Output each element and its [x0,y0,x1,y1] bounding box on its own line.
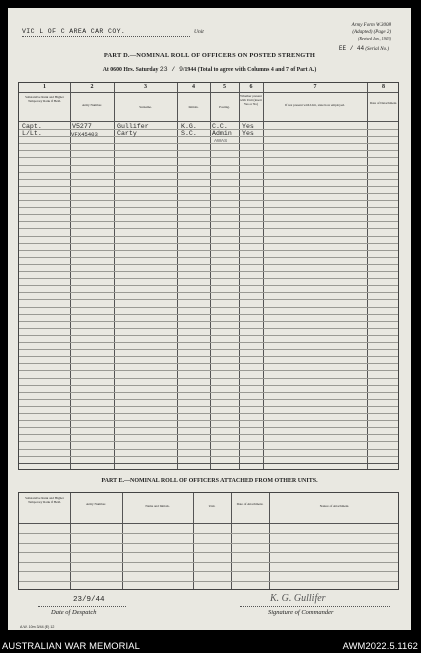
column-number: 7 [313,84,317,90]
row-rule [19,335,398,336]
column-divider [122,493,123,589]
cell-army-number: V5277 [72,123,92,130]
row-rule [19,236,398,237]
row-rule [19,271,398,272]
header-rule [19,121,398,122]
column-number: 4 [192,84,195,90]
column-header-initials: Initials. [188,105,199,109]
unit-rule [22,36,190,37]
header-rule [19,523,398,524]
column-header-surname: Surname. [139,105,152,109]
print-code: A.W. 10m 3/44 (E) 12 [20,625,55,629]
row-rule [19,349,398,350]
row-rule [19,399,398,400]
cell-posting: Admin [212,130,232,137]
column-number: 1 [43,84,46,90]
part-d-table [18,82,399,470]
column-number: 6 [249,84,253,90]
row-rule [19,186,398,187]
row-rule [19,581,398,582]
row-rule [19,392,398,393]
unit-label: Unit [194,29,204,35]
row-rule [19,143,398,144]
column-number: 8 [382,84,385,90]
row-rule [19,552,398,553]
row-rule [19,406,398,407]
column-divider [70,83,71,469]
column-divider [239,83,240,469]
row-rule [19,264,398,265]
row-rule [19,250,398,251]
column-number: 2 [90,84,94,90]
column-header-army-number: Army Number. [82,103,102,107]
row-rule [19,172,398,173]
part-e-table [18,492,399,590]
column-divider [114,83,115,469]
cell-surname: Carty [117,130,137,137]
column-header-attachment-date: Date of Attachment. [236,502,264,506]
unit-value: VIC L OF C AREA CAR COY. [22,28,126,35]
form-ref-line: (Adapted) (Page 2) [352,29,391,35]
row-rule [19,420,398,421]
subtitle-prefix: At 0600 Hrs. Saturday [102,67,159,73]
row-rule [19,562,398,563]
row-rule [19,299,398,300]
subtitle-suffix: (Total to agree with Columns 4 and 7 of Part A.) [197,67,317,73]
form-sheet [8,8,411,630]
part-d-title: PART D.—NOMINAL ROLL OF OFFICERS ON POSTED STRENGTH [103,52,316,59]
subtitle-date: 23 / 9 [159,66,183,73]
column-divider [177,83,178,469]
total-rule [19,463,398,464]
row-rule [19,356,398,357]
row-rule [19,257,398,258]
part-d-subtitle [8,66,411,73]
row-rule [19,228,398,229]
form-ref-line: Army Form W.3008 [351,23,391,28]
cell-rank: L/Lt. [22,130,42,137]
row-rule [19,441,398,442]
subtitle-year: /1944 [182,67,197,73]
row-rule [19,207,398,208]
signature-rule [240,606,390,607]
row-rule [19,285,398,286]
column-divider [367,83,368,469]
column-divider [263,83,264,469]
commander-signature: K. G. Gullifer [270,593,326,604]
row-rule [19,385,398,386]
column-header-rank: Substantive Rank and Higher Temporary Rank if Held. [25,95,64,103]
row-rule [19,179,398,180]
column-header-posting: Posting. [219,105,230,109]
form-ref-line: (Revised Jan., 1943) [358,36,391,41]
row-rule [19,328,398,329]
column-header-attachment-nature: Nature of Attachment. [319,504,350,508]
cell-present: Yes [242,123,254,130]
serial-number [339,45,389,52]
row-rule [19,456,398,457]
column-number: 3 [144,84,147,90]
row-rule [19,214,398,215]
part-e-title: PART E.—NOMINAL ROLL OF OFFICERS ATTACHED FROM OTHER UNITS. [101,478,318,484]
column-number: 5 [223,84,226,90]
column-header-name: Name and Initials. [145,504,170,508]
row-rule [19,378,398,379]
row-rule [19,321,398,322]
row-rule [19,571,398,572]
row-rule [19,150,398,151]
column-header-detachment: Date of Detachment. [369,101,398,105]
column-divider [193,493,194,589]
cell-surname: Gullifer [117,123,149,130]
column-header-rank: Substantive Rank and Higher Temporary Rank if Held. [25,496,64,504]
column-divider [210,83,211,469]
column-header-army-number: Army Number. [86,502,106,506]
cell-initials: K.G. [181,123,197,130]
despatch-date: 23/9/44 [73,596,105,604]
row-rule [19,449,398,450]
cell-initials: S.C. [181,130,197,137]
row-rule [19,434,398,435]
cell-rank: Capt. [22,123,42,130]
row-rule [19,427,398,428]
despatch-label: Date of Despatch [51,609,97,616]
row-rule [19,363,398,364]
serial-label: (Serial No.) [365,47,389,52]
form-reference [352,23,391,43]
row-rule [19,165,398,166]
cell-army-number: VFX45403 [71,130,98,138]
column-divider [70,493,71,589]
column-divider [269,493,270,589]
header-rule [19,92,398,93]
row-rule [19,543,398,544]
credit-institution: AUSTRALIAN WAR MEMORIAL [2,640,140,651]
row-rule [19,314,398,315]
row-rule [19,193,398,194]
row-rule [19,157,398,158]
column-header-employment: If not present with Unit, state how employed. [285,103,345,107]
serial-value: EE / 44 [338,45,365,52]
row-rule [19,221,398,222]
row-rule [19,307,398,308]
row-rule [19,292,398,293]
credit-accession: AWM2022.5.1162 [342,640,418,651]
row-rule [19,243,398,244]
cell-present: Yes [242,130,254,137]
row-rule [19,200,398,201]
despatch-rule [38,606,126,607]
cell-posting: C.C. [212,123,228,130]
posting-note: AWAS [214,138,228,143]
column-header-present: Whether present with Unit (insert Yes or No) [240,94,262,106]
row-rule [19,370,398,371]
column-divider [231,493,232,589]
row-rule [19,278,398,279]
signature-label: Signature of Commander [268,609,334,616]
row-rule [19,533,398,534]
row-rule [19,342,398,343]
row-rule [19,413,398,414]
column-header-unit: Unit. [208,504,216,508]
